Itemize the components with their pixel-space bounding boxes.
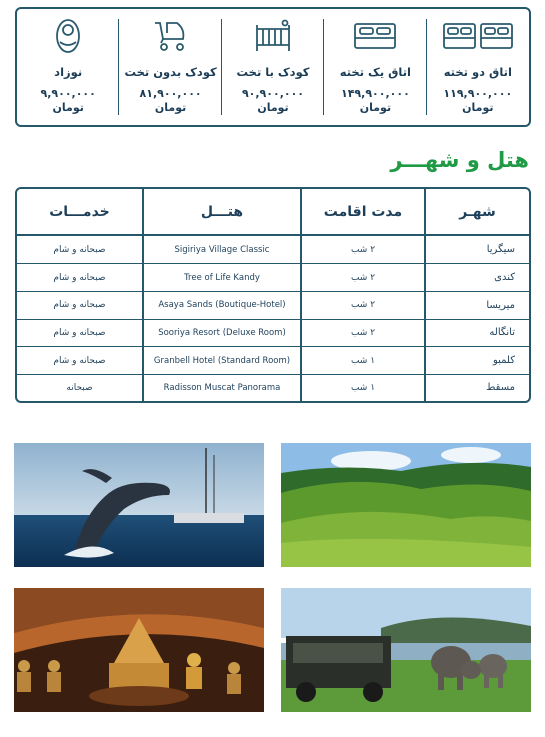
cell-stay: ۲ شب [301,319,425,347]
cell-city: مسقط [425,374,529,401]
section-title: هتل و شهـــر [390,148,529,172]
price-currency: تومان [52,101,84,114]
cell-hotel: Granbell Hotel (Standard Room) [143,347,301,375]
price-box [15,7,531,127]
price-label: نوزاد [54,65,83,79]
table-row [17,264,529,292]
price-label: کودک بدون تخت [124,65,217,79]
cell-hotel: Sigiriya Village Classic [143,235,301,264]
cave-temple-photo [14,588,264,712]
price-child-with-bed [222,9,324,125]
table-row [17,374,529,401]
safari-elephants-photo [281,588,531,712]
header-city: شهـر [425,189,529,235]
header-services: خدمـــات [17,189,143,235]
header-stay: مدت اقامت [301,189,425,235]
cell-services: صبحانه و شام [17,319,143,347]
price-value: ۱۱۹,۹۰۰,۰۰۰ [443,87,513,100]
cell-stay: ۲ شب [301,264,425,292]
cell-stay: ۱ شب [301,347,425,375]
table-row [17,319,529,347]
price-value: ۹۰,۹۰۰,۰۰۰ [241,87,305,100]
price-value: ۸۱,۹۰۰,۰۰۰ [139,87,202,100]
price-value: ۹,۹۰۰,۰۰۰ [40,87,96,100]
price-currency: تومان [154,101,187,114]
baby-icon [54,17,82,55]
cell-hotel: Radisson Muscat Panorama [143,374,301,401]
price-currency: تومان [462,101,494,114]
cell-hotel: Tree of Life Kandy [143,264,301,292]
cell-city: تانگاله [425,319,529,347]
table-row [17,235,529,264]
cell-stay: ۲ شب [301,291,425,319]
cell-city: سیگریا [425,235,529,264]
cell-stay: ۲ شب [301,235,425,264]
double-bed-icon [442,17,514,55]
cell-city: کلمبو [425,347,529,375]
price-single-room [324,9,426,125]
tea-plantation-photo [281,443,531,567]
whale-photo [14,443,264,567]
header-hotel: هتـــل [143,189,301,235]
table-row [17,347,529,375]
hotel-table [15,187,531,403]
price-double-room [427,9,529,125]
price-currency: تومان [359,101,392,114]
cell-services: صبحانه و شام [17,291,143,319]
single-bed-icon [353,17,397,55]
cell-city: میریسا [425,291,529,319]
price-value: ۱۴۹,۹۰۰,۰۰۰ [341,87,410,100]
cell-services: صبحانه و شام [17,347,143,375]
cell-services: صبحانه و شام [17,264,143,292]
cell-services: صبحانه [17,374,143,401]
price-currency: تومان [257,101,289,114]
cell-hotel: Sooriya Resort (Deluxe Room) [143,319,301,347]
cell-hotel: Asaya Sands (Boutique-Hotel) [143,291,301,319]
price-infant [17,9,119,125]
price-label: اتاق یک تخته [339,65,412,79]
table-row [17,291,529,319]
price-child-without-bed [119,9,221,125]
crib-icon [253,17,293,55]
price-label: اتاق دو تخته [443,65,512,79]
stroller-icon [153,17,189,55]
price-label: کودک با تخت [236,65,310,79]
cell-services: صبحانه و شام [53,244,106,255]
table-header-row [17,189,529,235]
cell-city: کندی [425,264,529,292]
cell-stay: ۱ شب [301,374,425,401]
